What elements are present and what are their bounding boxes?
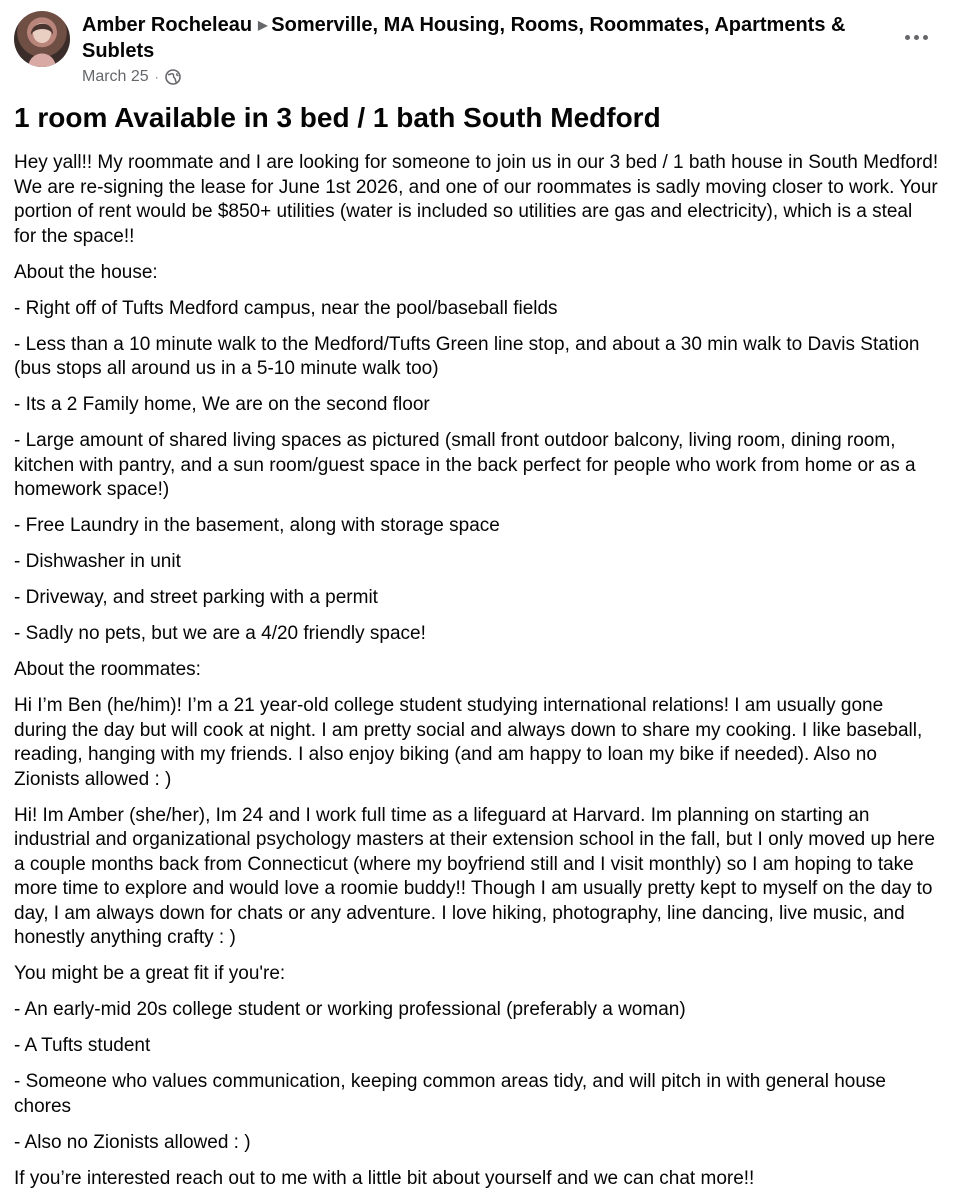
post-paragraph: If you’re interested reach out to me with a little bit about yourself and we can chat more!! — [14, 1167, 755, 1189]
post-paragraph: You might be a great fit if you're: — [14, 963, 286, 984]
post-meta — [82, 67, 181, 87]
post-author-group-line — [82, 12, 872, 64]
post-paragraph: - Large amount of shared living spaces as pictured (small front outdoor balcony, living room, dining room, kitchen with pantry, and a sun room/guest space in the back perfect for people who work from home or as a homework space!) — [14, 430, 916, 500]
more-horizontal-icon — [905, 35, 910, 40]
post-paragraph: - Also no Zionists allowed : ) — [14, 1131, 251, 1153]
post-body — [14, 151, 939, 1203]
post-paragraph: - Dishwasher in unit — [14, 551, 181, 572]
post-paragraph: About the house: — [14, 261, 158, 283]
author-avatar[interactable] — [14, 11, 70, 67]
globe-icon[interactable] — [165, 69, 181, 85]
more-options-button[interactable] — [898, 25, 934, 49]
triangle-right-icon: ▶ — [258, 18, 268, 32]
post-paragraph: - Driveway, and street parking with a permit — [14, 587, 378, 608]
post-paragraph: Hey yall!! My roommate and I are looking for someone to join us in our 3 bed / 1 bath house in South Medford! We are re-signing the lease for June 1st 2026, and one of our roommates is sadly moving closer to work. Your portion of rent would be $850+ utilities (water is included so utilities are gas and electricity), which is a steal for the space!! — [14, 152, 939, 247]
post-paragraph: - Free Laundry in the basement, along with storage space — [14, 515, 500, 536]
post-paragraph: - An early-mid 20s college student or working professional (preferably a woman) — [14, 999, 686, 1020]
more-horizontal-icon — [914, 35, 919, 40]
post-paragraph: - Someone who values communication, keeping common areas tidy, and will pitch in with general house chores — [14, 1071, 886, 1117]
group-name[interactable]: Somerville, MA Housing, Rooms, Roommates, Apartments & Sublets — [82, 14, 846, 62]
post-paragraph: - Less than a 10 minute walk to the Medford/Tufts Green line stop, and about a 30 min walk to Davis Station (bus stops all around us in a 5-10 minute walk too) — [14, 333, 920, 379]
post-paragraph: - Sadly no pets, but we are a 4/20 friendly space! — [14, 623, 426, 644]
post-paragraph: - A Tufts student — [14, 1035, 151, 1056]
post-title: 1 room Available in 3 bed / 1 bath South Medford — [14, 102, 661, 133]
post-paragraph: - Its a 2 Family home, We are on the second floor — [14, 394, 430, 415]
meta-separator: · — [154, 70, 159, 84]
post-paragraph: Hi! Im Amber (she/her), Im 24 and I work full time as a lifeguard at Harvard. Im planning on starting an industrial and organizational psychology masters at their extension school in the fall, but I only moved up here a couple months back from Connecticut (where my boyfriend still and I visit monthly) so I am hoping to take more time to explore and would love a roomie buddy!! Though I am usually pretty kept to myself on the day to day, I am always down for chats or any adventure. I love hiking, photography, line dancing, live music, and honestly anything crafty : ) — [14, 804, 935, 948]
author-name[interactable]: Amber Rocheleau — [82, 14, 253, 36]
avatar-photo — [14, 11, 70, 67]
post-paragraph: About the roommates: — [14, 659, 201, 680]
post-paragraph: Hi I’m Ben (he/him)! I’m a 21 year-old college student studying international relations! I am usually gone during the day but will cook at night. I am pretty social and always down to share my cooking. I like baseball, reading, hanging with my friends. I also enjoy biking (and am happy to loan my bike if needed). Also no Zionists allowed : ) — [14, 695, 923, 790]
more-horizontal-icon — [923, 35, 928, 40]
post-date[interactable]: March 25 — [82, 68, 149, 85]
post-paragraph: - Right off of Tufts Medford campus, near the pool/baseball fields — [14, 297, 558, 319]
post-header — [14, 9, 934, 89]
